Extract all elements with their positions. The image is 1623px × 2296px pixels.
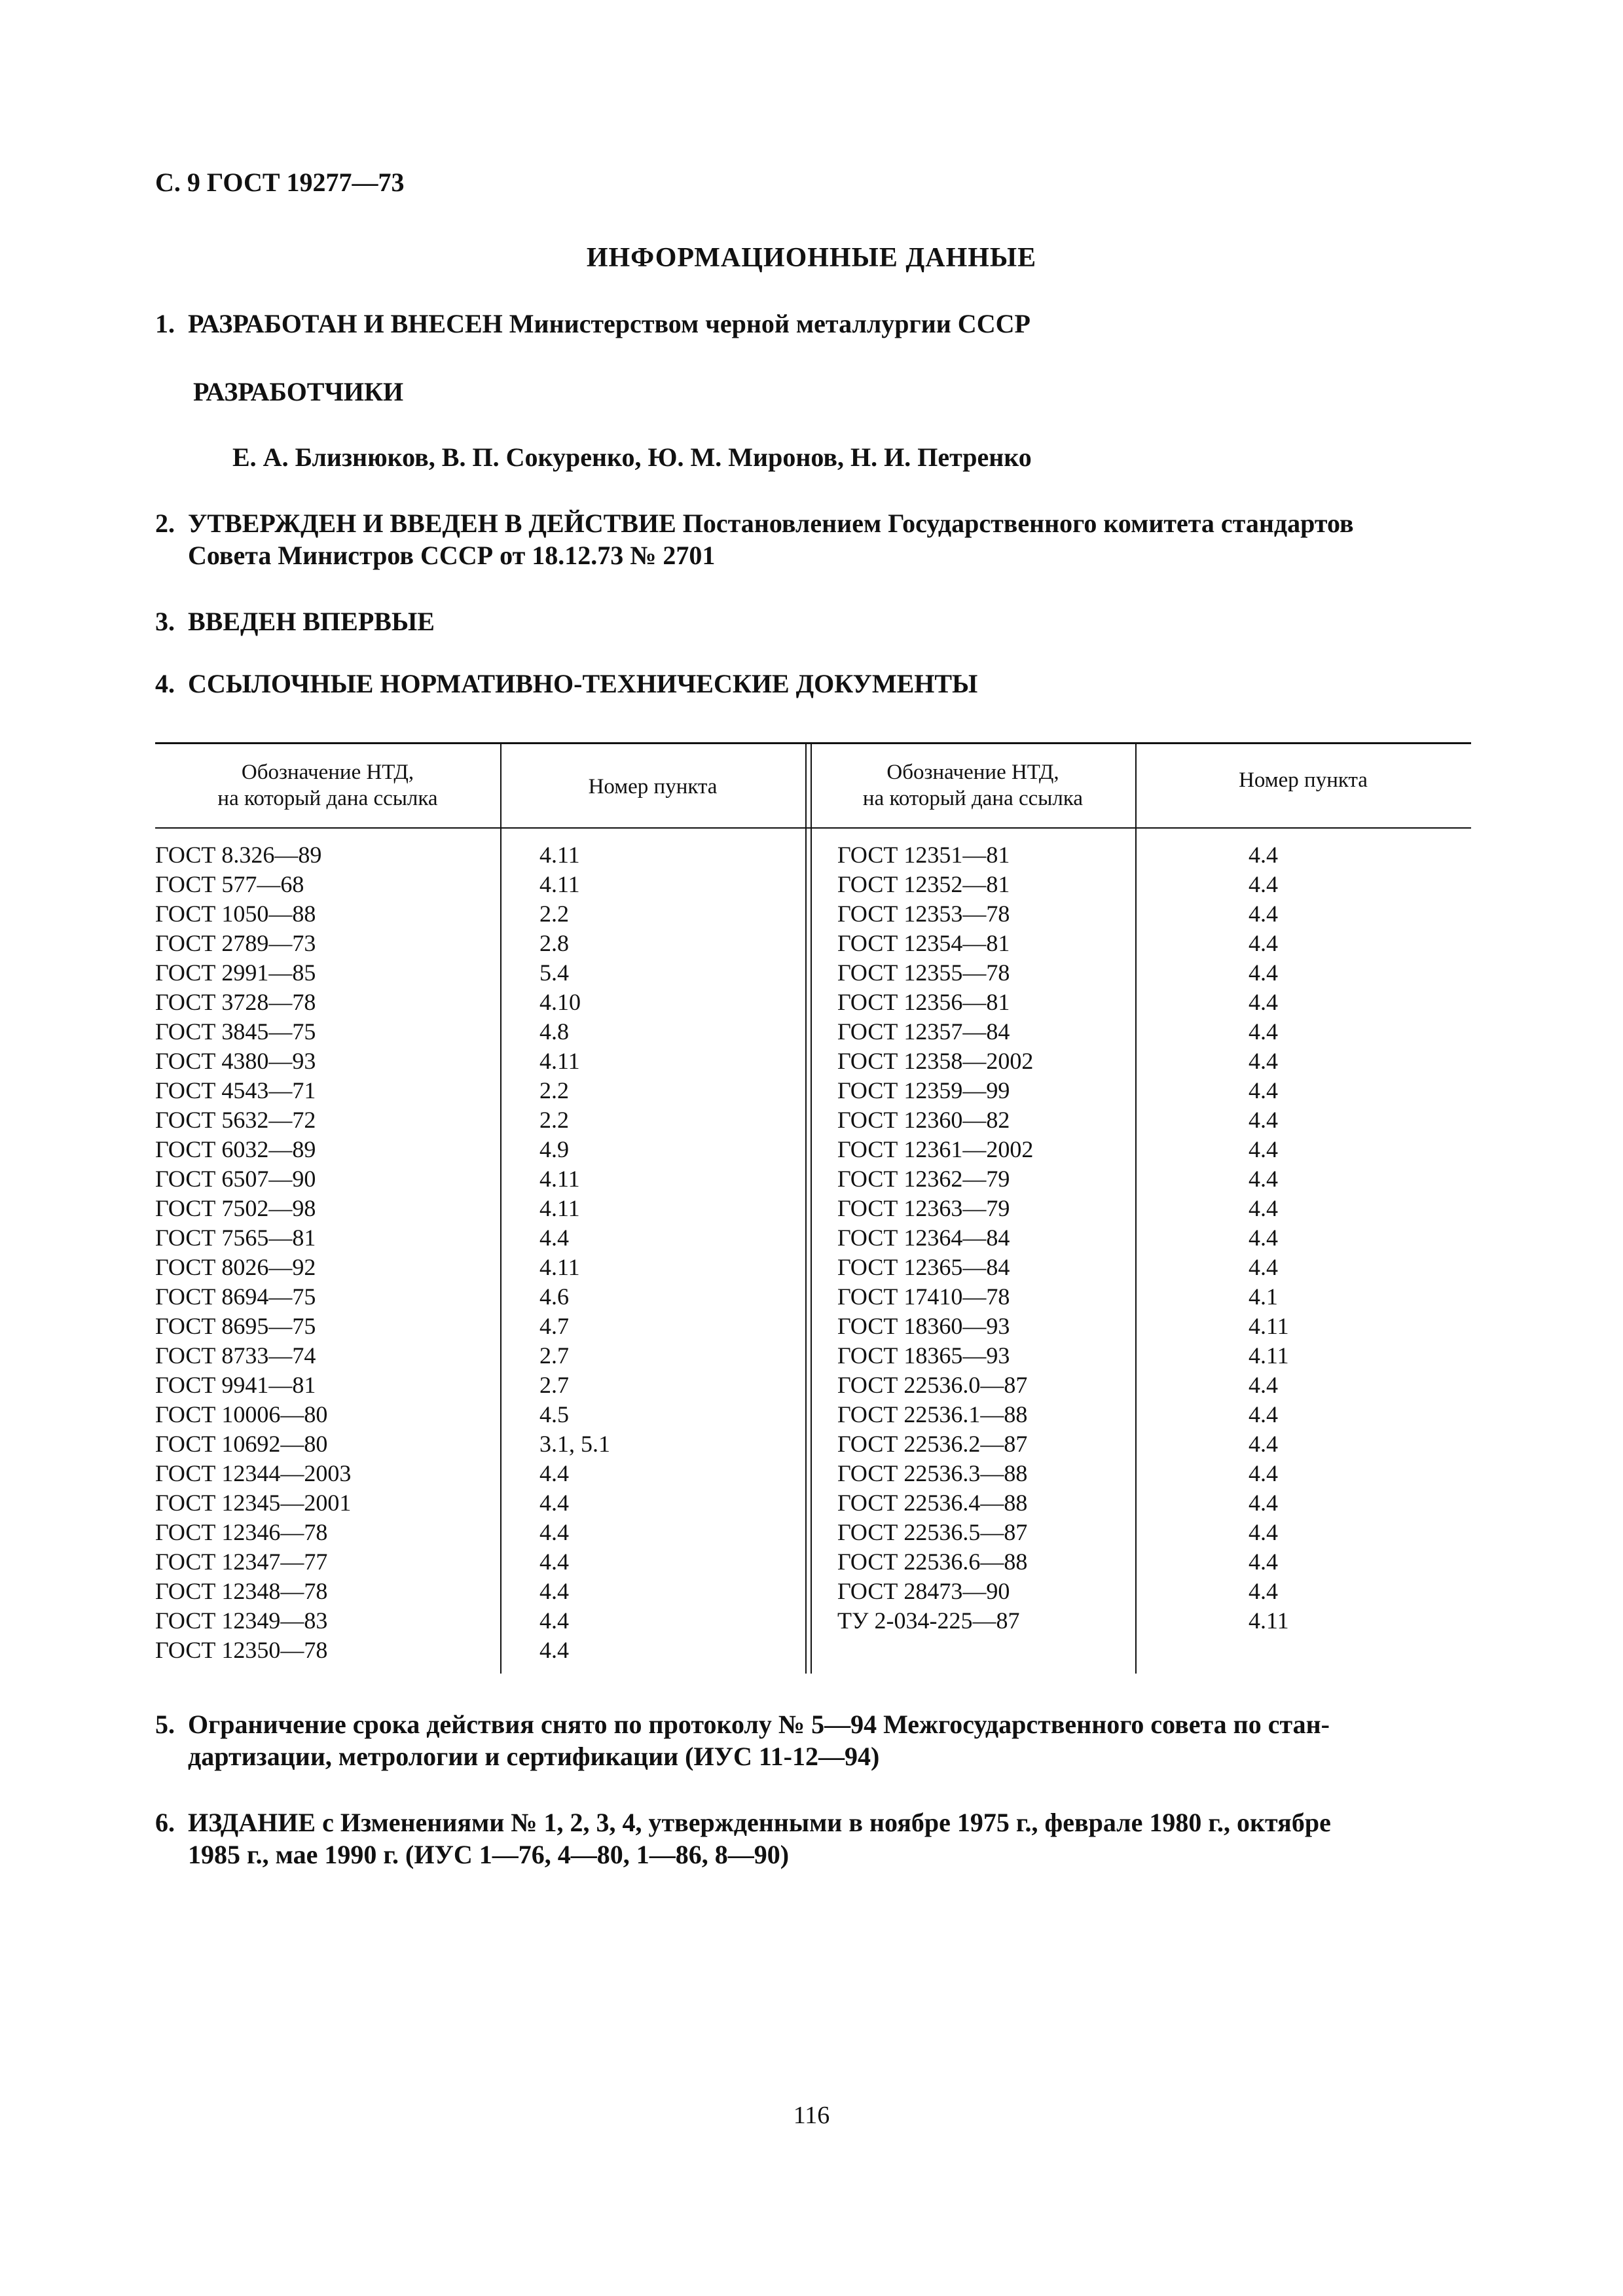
header-line: Обозначение НТД, xyxy=(241,761,414,784)
table-cell-designation: ГОСТ 22536.1—88 xyxy=(837,1401,1028,1427)
table-cell-designation: ТУ 2-034-225—87 xyxy=(837,1607,1020,1634)
table-cell-designation: ГОСТ 12347—77 xyxy=(155,1549,328,1575)
header-designation-left xyxy=(155,759,500,812)
table-cell-clause: 4.4 xyxy=(1249,1460,1278,1486)
table-cell-clause: 3.1, 5.1 xyxy=(539,1431,610,1457)
column-designation-right xyxy=(837,840,1033,1636)
table-cell-designation: ГОСТ 7565—81 xyxy=(155,1225,316,1251)
page-header: С. 9 ГОСТ 19277—73 xyxy=(155,168,405,197)
table-cell-designation: ГОСТ 12344—2003 xyxy=(155,1460,352,1486)
header-line: Обозначение НТД, xyxy=(886,761,1059,784)
page-number: 116 xyxy=(793,2102,830,2129)
table-cell-clause: 4.4 xyxy=(1249,1195,1278,1221)
item-number: 4. xyxy=(155,669,175,698)
item-text: РАЗРАБОТАН И ВНЕСЕН Министерством черной металлургии СССР xyxy=(188,309,1030,338)
table-cell-designation: ГОСТ 4380—93 xyxy=(155,1048,316,1074)
table-cell-clause: 4.11 xyxy=(539,842,580,868)
table-cell-designation: ГОСТ 1050—88 xyxy=(155,901,316,927)
table-cell-designation: ГОСТ 8694—75 xyxy=(155,1283,316,1310)
column-designation-left xyxy=(155,840,351,1665)
table-cell-designation: ГОСТ 18365—93 xyxy=(837,1342,1010,1369)
table-cell-clause: 4.4 xyxy=(539,1460,569,1486)
table-cell-designation: ГОСТ 12353—78 xyxy=(837,901,1010,927)
table-cell-clause: 4.4 xyxy=(1249,1431,1278,1457)
table-cell-clause: 4.4 xyxy=(1249,842,1278,868)
table-cell-designation: ГОСТ 17410—78 xyxy=(837,1283,1010,1310)
table-cell-designation: ГОСТ 10692—80 xyxy=(155,1431,328,1457)
header-clause-right: Номер пункта xyxy=(1239,768,1368,792)
item-number: 6. xyxy=(155,1808,175,1837)
table-cell-designation: ГОСТ 8026—92 xyxy=(155,1254,316,1280)
table-cell-clause: 4.10 xyxy=(539,989,581,1015)
table-cell-designation: ГОСТ 22536.3—88 xyxy=(837,1460,1028,1486)
table-cell-designation: ГОСТ 28473—90 xyxy=(837,1578,1010,1604)
table-cell-designation: ГОСТ 12364—84 xyxy=(837,1225,1010,1251)
table-cell-designation: ГОСТ 12356—81 xyxy=(837,989,1010,1015)
table-cell-clause: 4.4 xyxy=(1249,1254,1278,1280)
table-cell-clause: 4.4 xyxy=(539,1519,569,1545)
table-cell-clause: 4.4 xyxy=(539,1490,569,1516)
item-references xyxy=(155,668,977,700)
references-table xyxy=(155,742,1471,1674)
table-cell-designation: ГОСТ 577—68 xyxy=(155,871,304,897)
table-cell-designation: ГОСТ 6032—89 xyxy=(155,1136,316,1162)
table-top-rule xyxy=(155,742,1471,744)
table-cell-clause: 2.7 xyxy=(539,1372,569,1398)
header-line: на который дана ссылка xyxy=(862,787,1084,810)
table-cell-designation: ГОСТ 10006—80 xyxy=(155,1401,328,1427)
table-cell-clause: 4.4 xyxy=(1249,1578,1278,1604)
table-cell-designation: ГОСТ 4543—71 xyxy=(155,1077,316,1103)
table-cell-designation: ГОСТ 3728—78 xyxy=(155,989,316,1015)
table-cell-clause: 4.4 xyxy=(1249,960,1278,986)
table-cell-clause: 4.4 xyxy=(1249,1372,1278,1398)
table-cell-clause: 4.4 xyxy=(1249,1107,1278,1133)
item-text: ССЫЛОЧНЫЕ НОРМАТИВНО-ТЕХНИЧЕСКИЕ ДОКУМЕНТЫ xyxy=(188,669,978,698)
table-cell-designation: ГОСТ 5632—72 xyxy=(155,1107,316,1133)
table-cell-designation: ГОСТ 12355—78 xyxy=(837,960,1010,986)
table-cell-clause: 4.4 xyxy=(1249,871,1278,897)
table-double-divider xyxy=(811,742,812,1674)
table-cell-designation: ГОСТ 12348—78 xyxy=(155,1578,328,1604)
item-number: 5. xyxy=(155,1710,175,1739)
table-cell-designation: ГОСТ 22536.5—87 xyxy=(837,1519,1028,1545)
table-cell-designation: ГОСТ 3845—75 xyxy=(155,1018,316,1045)
table-cell-designation: ГОСТ 12357—84 xyxy=(837,1018,1010,1045)
table-cell-clause: 4.7 xyxy=(539,1313,569,1339)
header-designation-right xyxy=(811,759,1135,812)
table-cell-clause: 4.4 xyxy=(1249,1077,1278,1103)
table-cell-designation: ГОСТ 8695—75 xyxy=(155,1313,316,1339)
table-cell-designation: ГОСТ 12359—99 xyxy=(837,1077,1010,1103)
table-cell-clause: 2.8 xyxy=(539,930,569,956)
table-cell-clause: 4.11 xyxy=(1249,1313,1289,1339)
table-cell-designation: ГОСТ 8733—74 xyxy=(155,1342,316,1369)
table-cell-clause: 4.1 xyxy=(1249,1283,1278,1310)
table-cell-designation: ГОСТ 6507—90 xyxy=(155,1166,316,1192)
table-cell-designation: ГОСТ 8.326—89 xyxy=(155,842,322,868)
table-cell-clause: 4.6 xyxy=(539,1283,569,1310)
table-cell-clause: 4.4 xyxy=(1249,901,1278,927)
item-introduced xyxy=(155,605,435,637)
table-cell-clause: 4.4 xyxy=(1249,1490,1278,1516)
table-cell-clause: 4.11 xyxy=(1249,1342,1289,1369)
item-edition xyxy=(155,1806,1471,1871)
table-cell-clause: 4.4 xyxy=(539,1637,569,1663)
table-cell-clause: 4.11 xyxy=(1249,1607,1289,1634)
table-cell-designation: ГОСТ 12361—2002 xyxy=(837,1136,1034,1162)
table-cell-designation: ГОСТ 22536.0—87 xyxy=(837,1372,1028,1398)
page-title: ИНФОРМАЦИОННЫЕ ДАННЫЕ xyxy=(586,243,1037,273)
table-cell-clause: 4.4 xyxy=(539,1225,569,1251)
item-text-line1: Ограничение срока действия снято по протоколу № 5—94 Межгосударственного совета по стан- xyxy=(188,1710,1330,1739)
table-cell-designation: ГОСТ 12362—79 xyxy=(837,1166,1010,1192)
table-cell-designation: ГОСТ 12346—78 xyxy=(155,1519,328,1545)
table-divider xyxy=(1135,742,1137,1674)
table-cell-clause: 4.4 xyxy=(1249,1225,1278,1251)
table-cell-designation: ГОСТ 12352—81 xyxy=(837,871,1010,897)
table-cell-designation: ГОСТ 22536.4—88 xyxy=(837,1490,1028,1516)
table-cell-clause: 2.2 xyxy=(539,901,569,927)
item-text-line1: УТВЕРЖДЕН И ВВЕДЕН В ДЕЙСТВИЕ Постановлением Государственного комитета стандартов xyxy=(188,509,1354,538)
header-line: на который дана ссылка xyxy=(217,787,438,810)
header-clause-left: Номер пункта xyxy=(588,775,718,798)
item-validity xyxy=(155,1708,1471,1772)
item-number: 1. xyxy=(155,309,175,338)
table-cell-designation: ГОСТ 12349—83 xyxy=(155,1607,328,1634)
item-text-line2: 1985 г., мае 1990 г. (ИУС 1—76, 4—80, 1—86, 8—90) xyxy=(188,1840,790,1869)
table-cell-designation: ГОСТ 22536.2—87 xyxy=(837,1431,1028,1457)
table-cell-clause: 4.11 xyxy=(539,1195,580,1221)
table-cell-clause: 4.11 xyxy=(539,1254,580,1280)
table-cell-clause: 2.2 xyxy=(539,1077,569,1103)
table-cell-clause: 4.4 xyxy=(539,1578,569,1604)
table-cell-clause: 4.11 xyxy=(539,1166,580,1192)
table-divider xyxy=(500,742,501,1674)
table-cell-clause: 4.11 xyxy=(539,871,580,897)
table-cell-clause: 4.4 xyxy=(1249,1166,1278,1192)
table-cell-designation: ГОСТ 9941—81 xyxy=(155,1372,316,1398)
item-number: 3. xyxy=(155,607,175,636)
table-cell-clause: 4.4 xyxy=(539,1549,569,1575)
table-cell-clause: 4.4 xyxy=(1249,1018,1278,1045)
table-cell-designation: ГОСТ 7502—98 xyxy=(155,1195,316,1221)
table-cell-clause: 4.4 xyxy=(539,1607,569,1634)
table-cell-clause: 2.2 xyxy=(539,1107,569,1133)
table-cell-clause: 4.4 xyxy=(1249,1519,1278,1545)
item-text: ВВЕДЕН ВПЕРВЫЕ xyxy=(188,607,435,636)
table-cell-clause: 4.8 xyxy=(539,1018,569,1045)
table-cell-clause: 4.4 xyxy=(1249,989,1278,1015)
item-developed xyxy=(155,308,1030,340)
table-cell-clause: 4.4 xyxy=(1249,1401,1278,1427)
table-cell-clause: 4.5 xyxy=(539,1401,569,1427)
table-cell-designation: ГОСТ 12351—81 xyxy=(837,842,1010,868)
column-clause-left xyxy=(539,840,610,1665)
table-cell-clause: 4.9 xyxy=(539,1136,569,1162)
table-cell-designation: ГОСТ 12345—2001 xyxy=(155,1490,352,1516)
table-cell-designation: ГОСТ 2789—73 xyxy=(155,930,316,956)
item-number: 2. xyxy=(155,509,175,538)
table-cell-clause: 4.4 xyxy=(1249,930,1278,956)
item-approved xyxy=(155,507,1471,571)
table-cell-clause: 4.4 xyxy=(1249,1048,1278,1074)
developers-label: РАЗРАБОТЧИКИ xyxy=(193,377,404,406)
table-cell-designation: ГОСТ 2991—85 xyxy=(155,960,316,986)
table-cell-designation: ГОСТ 12350—78 xyxy=(155,1637,328,1663)
table-cell-clause: 2.7 xyxy=(539,1342,569,1369)
table-cell-designation: ГОСТ 12365—84 xyxy=(837,1254,1010,1280)
item-text-line2: Совета Министров СССР от 18.12.73 № 2701 xyxy=(188,541,716,570)
table-cell-clause: 5.4 xyxy=(539,960,569,986)
table-cell-clause: 4.4 xyxy=(1249,1136,1278,1162)
table-cell-clause: 4.11 xyxy=(539,1048,580,1074)
table-cell-designation: ГОСТ 12358—2002 xyxy=(837,1048,1034,1074)
column-clause-right xyxy=(1249,840,1289,1636)
developers-list: Е. А. Близнюков, В. П. Сокуренко, Ю. М. Миронов, Н. И. Петренко xyxy=(232,442,1032,472)
table-cell-designation: ГОСТ 18360—93 xyxy=(837,1313,1010,1339)
item-text-line1: ИЗДАНИЕ с Изменениями № 1, 2, 3, 4, утвержденными в ноябре 1975 г., феврале 1980 г., октябре xyxy=(188,1808,1331,1837)
table-cell-designation: ГОСТ 12363—79 xyxy=(837,1195,1010,1221)
item-text-line2: дартизации, метрологии и сертификации (ИУС 11-12—94) xyxy=(188,1742,880,1771)
table-cell-designation: ГОСТ 12354—81 xyxy=(837,930,1010,956)
table-cell-designation: ГОСТ 12360—82 xyxy=(837,1107,1010,1133)
table-double-divider xyxy=(805,742,807,1674)
table-cell-clause: 4.4 xyxy=(1249,1549,1278,1575)
table-header-rule xyxy=(155,827,1471,829)
table-cell-designation: ГОСТ 22536.6—88 xyxy=(837,1549,1028,1575)
